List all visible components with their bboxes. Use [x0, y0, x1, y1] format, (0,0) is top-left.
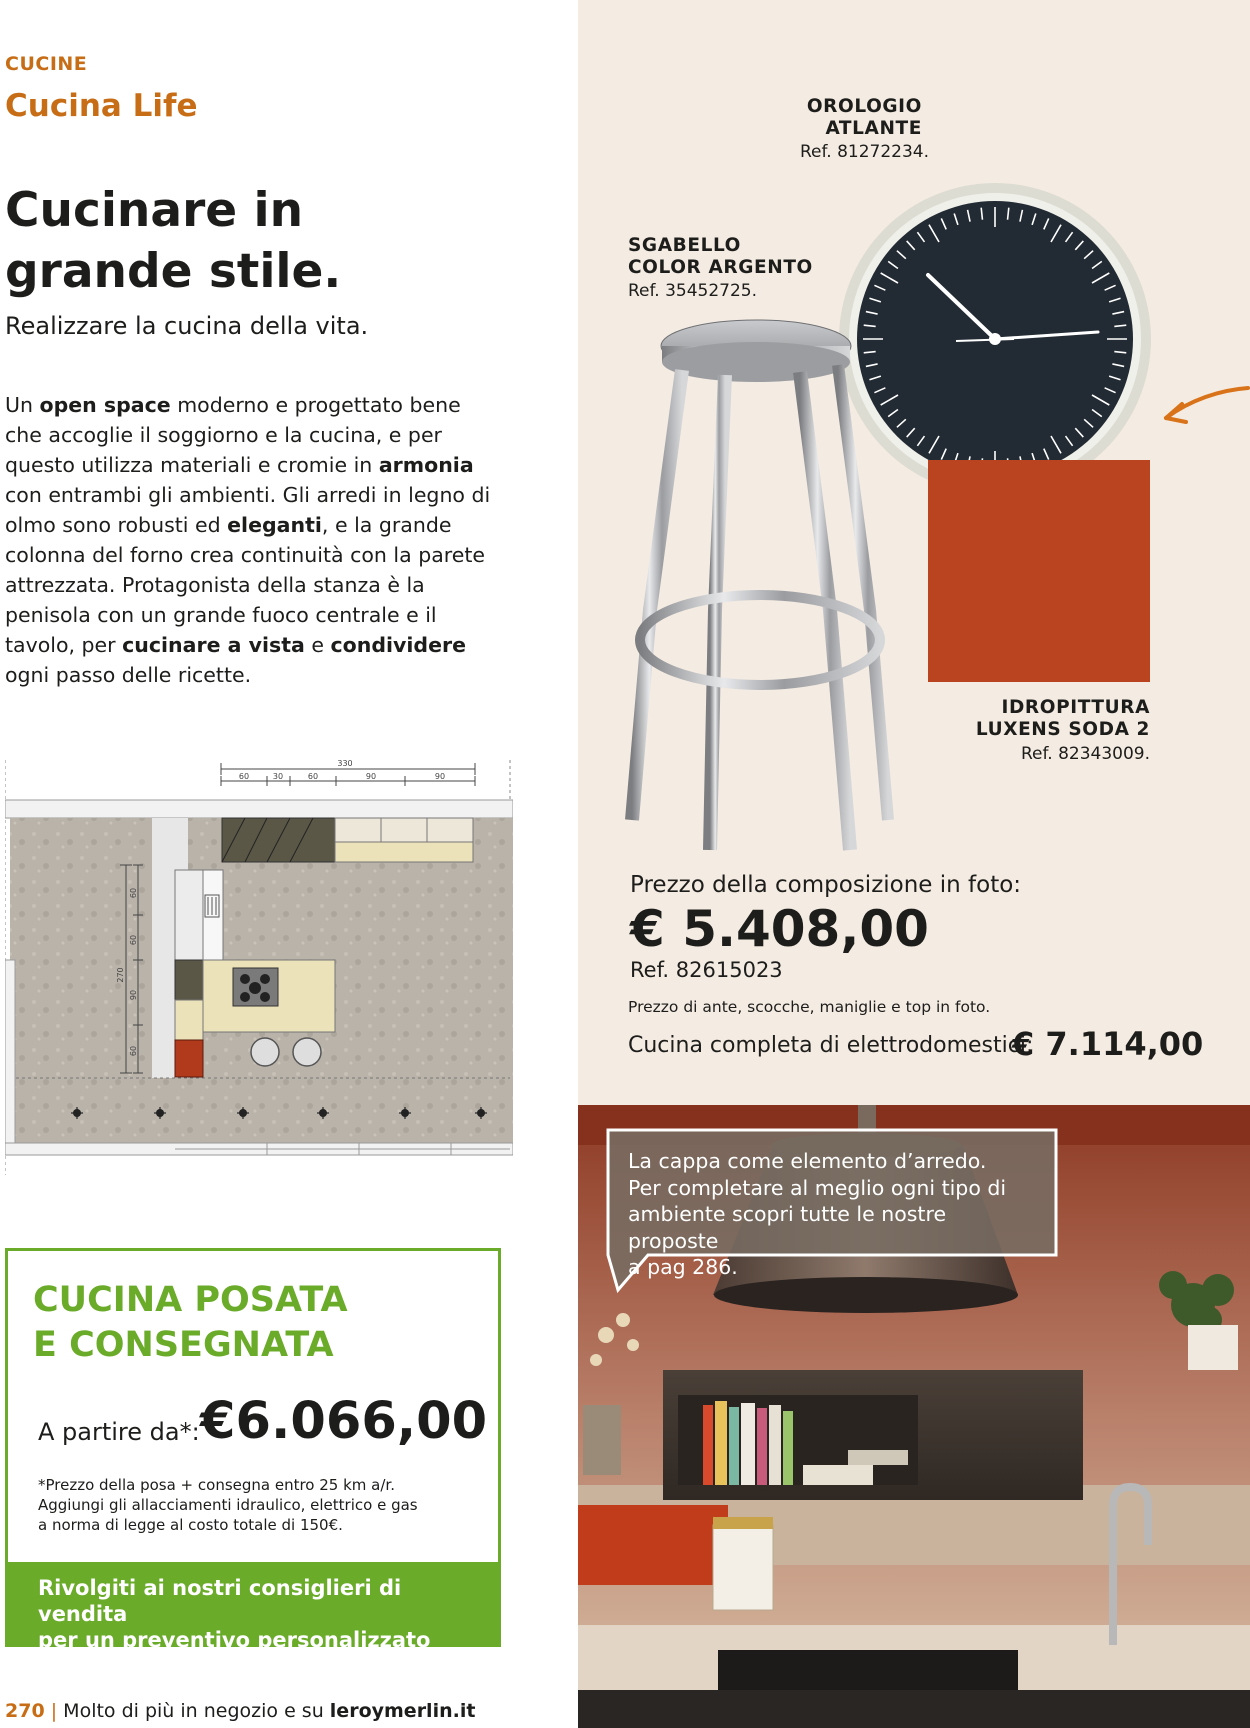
headline-line-2: grande stile. [5, 244, 342, 299]
composition-ref: Ref. 82615023 [630, 958, 783, 982]
promo-note-line-2: Aggiungi gli allacciamenti idraulico, elettrico e gas [38, 1496, 418, 1514]
composition-price: € 5.408,00 [630, 900, 929, 958]
callout-line-2: Per completare al meglio ogni tipo di [628, 1175, 1007, 1200]
description-paragraph [5, 390, 495, 690]
dim-top-3: 60 [307, 772, 319, 781]
paint-name-line-2: LUXENS SODA 2 [975, 719, 1150, 740]
hood-callout-text [628, 1148, 1038, 1281]
desc-text: moderno e progettato bene che accoglie il soggiorno e la cucina, e per questo utilizza materiali e cromie in [5, 393, 461, 477]
dim-top-1: 60 [238, 772, 250, 781]
arrow-icon [1160, 380, 1250, 430]
desc-text: Un [5, 393, 40, 417]
desc-text: e [304, 633, 331, 657]
paint-caption [950, 697, 1150, 764]
desc-text: ogni passo delle ricette. [5, 663, 252, 687]
section-title: Cucina Life [5, 88, 198, 124]
footer-website-link[interactable]: leroymerlin.it [329, 1700, 476, 1722]
promo-footnote [38, 1475, 458, 1535]
promo-title-line-1: CUCINA POSATA [33, 1280, 348, 1320]
promo-from-label: A partire da*: [38, 1418, 200, 1446]
promo-cta-text [38, 1575, 468, 1653]
clock-caption [800, 96, 929, 162]
dim-top-4: 90 [365, 772, 377, 781]
stool-name-line-1: SGABELLO [628, 235, 742, 256]
desc-bold: cucinare a vista [122, 633, 305, 657]
clock-ref: Ref. 81272234. [800, 142, 929, 162]
promo-cta-line-1: Rivolgiti ai nostri consiglieri di vendita [38, 1576, 402, 1626]
promo-note-line-1: *Prezzo della posa + consegna entro 25 km a/r. [38, 1476, 395, 1494]
kitchen-floor-plan [5, 755, 513, 1175]
full-kitchen-label: Cucina completa di elettrodomestici: [628, 1033, 1034, 1058]
paint-swatch [928, 460, 1150, 682]
paint-ref: Ref. 82343009. [1021, 744, 1150, 764]
dim-side-2: 60 [129, 934, 138, 946]
dim-total-width: 330 [337, 759, 353, 768]
page-headline [5, 180, 485, 302]
headline-line-1: Cucinare in [5, 183, 304, 238]
stool-image [620, 310, 900, 855]
clock-name-line-1: OROLOGIO [806, 96, 922, 117]
section-label: CUCINE [5, 53, 88, 75]
callout-line-4: a pag 286. [628, 1255, 738, 1279]
composition-label: Prezzo della composizione in foto: [630, 872, 1022, 898]
dim-side-1: 60 [129, 887, 138, 899]
desc-bold: armonia [378, 453, 474, 477]
clock-name-line-2: ATLANTE [825, 118, 922, 139]
desc-bold: eleganti [227, 513, 322, 537]
dim-top-5: 90 [434, 772, 446, 781]
promo-note-line-3: a norma di legge al costo totale di 150€. [38, 1516, 343, 1534]
dim-side-4: 60 [129, 1045, 138, 1057]
dim-side-total: 270 [116, 967, 125, 983]
page-footer [5, 1700, 475, 1722]
page-number: 270 [5, 1700, 45, 1722]
page-subtitle: Realizzare la cucina della vita. [5, 312, 369, 340]
stool-ref: Ref. 35452725. [628, 281, 757, 301]
stool-name-line-2: COLOR ARGENTO [628, 257, 813, 278]
desc-text: con entrambi gli ambienti. Gli arredi in legno di olmo sono robusti ed [5, 483, 491, 537]
footer-separator: | [50, 1700, 58, 1722]
promo-title [33, 1278, 453, 1368]
desc-text: , e la grande colonna del forno crea continuità con la parete attrezzata. Protagonista della stanza è la penisola con un grande fuoco centrale e il tavolo, per [5, 513, 486, 657]
footer-text: Molto di più in negozio e su [63, 1700, 330, 1722]
promo-price: €6.066,00 [200, 1392, 488, 1451]
promo-title-line-2: E CONSEGNATA [33, 1325, 334, 1365]
composition-note: Prezzo di ante, scocche, maniglie e top in foto. [628, 998, 991, 1016]
callout-line-1: La cappa come elemento d’arredo. [628, 1149, 987, 1173]
callout-line-3: ambiente scopri tutte le nostre proposte [628, 1202, 947, 1253]
dim-side-3: 90 [129, 989, 138, 1001]
paint-name-line-1: IDROPITTURA [1001, 697, 1150, 718]
dim-top-2: 30 [272, 772, 284, 781]
desc-bold: open space [39, 393, 171, 417]
promo-cta-line-2: per un preventivo personalizzato [38, 1628, 431, 1652]
full-kitchen-price: € 7.114,00 [1012, 1025, 1204, 1063]
desc-bold: condividere [330, 633, 466, 657]
stool-caption [628, 235, 828, 301]
